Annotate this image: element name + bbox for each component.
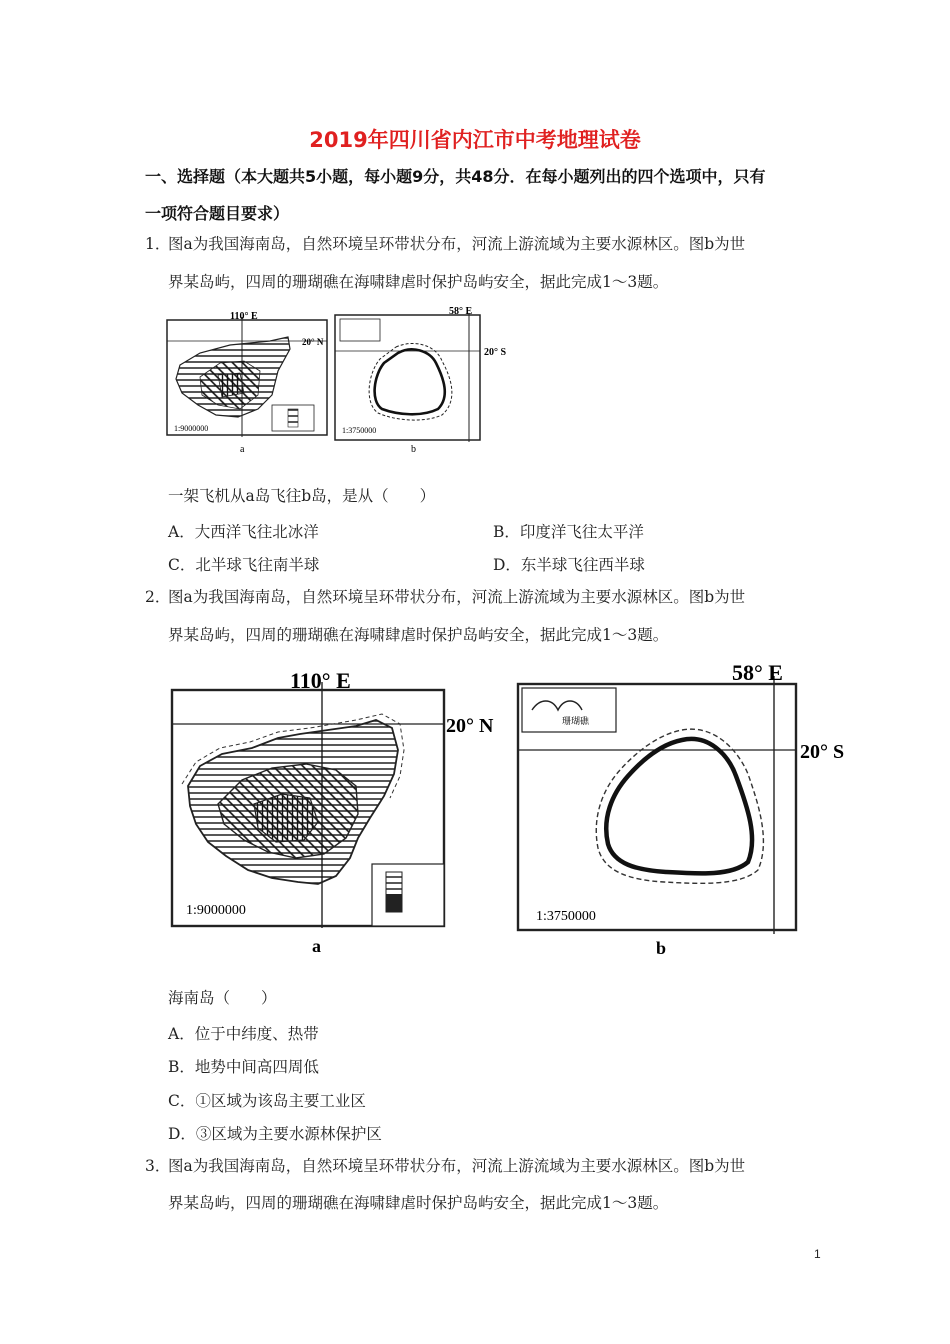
- q1-option-a[interactable]: A．大西洋飞往北冰洋: [168, 523, 319, 541]
- q2-prompt: 海南岛（ ）: [168, 989, 277, 1007]
- figure-large: [160, 658, 870, 968]
- map-a-caption-large: a: [312, 936, 321, 956]
- section-heading-cont: 一项符合题目要求）: [145, 204, 290, 223]
- q2-option-c[interactable]: C．①区域为该岛主要工业区: [168, 1092, 366, 1110]
- map-b-scale: 1:3750000: [342, 426, 377, 435]
- map-a-lat-label-large: 20° N: [446, 715, 494, 737]
- map-b-caption: b: [411, 444, 416, 455]
- map-a-lon-label: 110° E: [230, 311, 258, 322]
- q2-option-a[interactable]: A．位于中纬度、热带: [168, 1025, 319, 1043]
- map-a-scale: 1:9000000: [174, 424, 209, 433]
- section-heading: 一、选择题（本大题共5小题，每小题9分，共48分．在每小题列出的四个选项中，只有: [145, 167, 766, 186]
- q1-option-c[interactable]: C．北半球飞往南半球: [168, 556, 320, 574]
- q2-option-d[interactable]: D．③区域为主要水源林保护区: [168, 1125, 382, 1143]
- map-b-island-small: [375, 349, 445, 414]
- q1-option-d[interactable]: D．东半球飞往西半球: [493, 556, 645, 574]
- q1-stem-line2: 界某岛屿，四周的珊瑚礁在海啸肆虐时保护岛屿安全，据此完成1～3题。: [168, 273, 669, 291]
- map-b-lat-label: 20° S: [484, 347, 507, 358]
- map-a-lon-label-large: 110° E: [290, 668, 351, 693]
- map-a-caption: a: [240, 444, 245, 455]
- map-b-lon-label-large: 58° E: [732, 660, 783, 685]
- q1-number: 1．: [145, 235, 171, 253]
- map-b-lon-label: 58° E: [449, 306, 473, 317]
- map-a-scale-large: 1:9000000: [186, 903, 246, 918]
- q3-stem-line2: 界某岛屿，四周的珊瑚礁在海啸肆虐时保护岛屿安全，据此完成1～3题。: [168, 1194, 669, 1212]
- map-b-lat-label-large: 20° S: [800, 741, 845, 763]
- q3-stem-line1: 图a为我国海南岛，自然环境呈环带状分布，河流上游流域为主要水源林区。图b为世: [168, 1157, 746, 1175]
- q2-number: 2．: [145, 588, 171, 606]
- map-b-scale-large: 1:3750000: [536, 909, 596, 924]
- q1-prompt: 一架飞机从a岛飞往b岛，是从（ ）: [168, 487, 436, 505]
- map-b-island-large: [606, 739, 752, 873]
- q2-option-b[interactable]: B．地势中间高四周低: [168, 1058, 319, 1076]
- q2-stem-line2: 界某岛屿，四周的珊瑚礁在海啸肆虐时保护岛屿安全，据此完成1～3题。: [168, 626, 669, 644]
- q2-stem-line1: 图a为我国海南岛，自然环境呈环带状分布，河流上游流域为主要水源林区。图b为世: [168, 588, 746, 606]
- map-b-caption-large: b: [656, 938, 667, 958]
- q3-number: 3．: [145, 1157, 171, 1175]
- q1-stem-line1: 图a为我国海南岛，自然环境呈环带状分布，河流上游流域为主要水源林区。图b为世: [168, 235, 746, 253]
- q1-option-b[interactable]: B．印度洋飞往太平洋: [493, 523, 644, 541]
- figure-small: [160, 305, 507, 460]
- map-a-lat-label: 20° N: [302, 337, 324, 347]
- page-title: 2019年四川省内江市中考地理试卷: [309, 128, 641, 152]
- legend-label: 珊瑚礁: [562, 716, 590, 726]
- page-number: 1: [814, 1247, 821, 1261]
